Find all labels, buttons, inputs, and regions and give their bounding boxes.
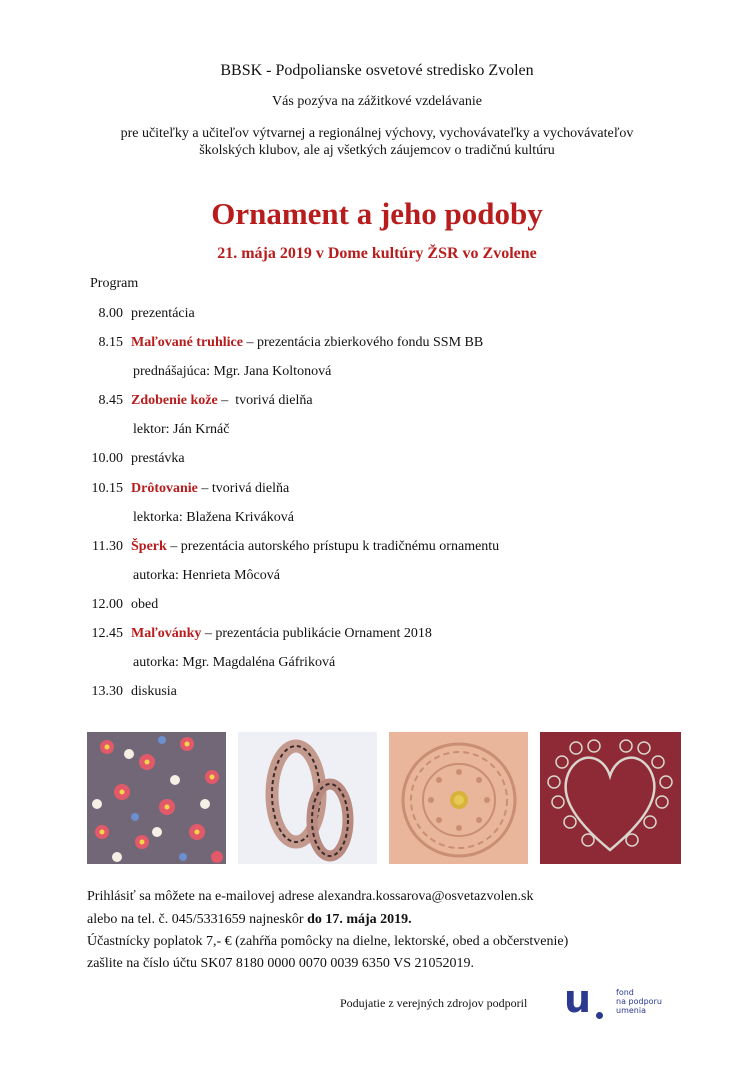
program-speaker: prednášajúca: Mgr. Jana Koltonová	[133, 364, 332, 379]
program-time: 12.45	[91, 626, 123, 641]
painted-flowers-image	[87, 732, 226, 864]
leather-ornament-image	[389, 732, 528, 864]
program-label: Program	[90, 276, 139, 291]
program-time: 11.30	[92, 539, 123, 554]
program-text: obed	[131, 597, 159, 612]
program-text: prestávka	[131, 451, 185, 466]
wire-heart-image	[540, 732, 681, 864]
program-time: 8.45	[98, 393, 123, 408]
rings-image	[238, 732, 377, 864]
sponsor-text: Podujatie z verejných zdrojov podporil	[340, 996, 528, 1010]
logo-line-2: na podporu	[616, 997, 662, 1006]
program-speaker: autorka: Henrieta Môcová	[133, 568, 280, 583]
program-highlight: Maľované truhlice	[131, 335, 243, 350]
program-text: prezentácia	[131, 306, 195, 321]
audience-line-2: školských klubov, ale aj všetkých záujemcov o tradičnú kultúru	[199, 143, 555, 158]
program-time: 8.00	[98, 306, 123, 321]
program-text: diskusia	[131, 684, 177, 699]
logo-text	[616, 988, 662, 1015]
logo-letter: u	[564, 977, 592, 1021]
registration-fee: Účastnícky poplatok 7,- € (zahŕňa pomôcky na dielne, lektorské, obed a občerstvenie)	[87, 934, 569, 949]
program-text: – prezentácia publikácie Ornament 2018	[201, 626, 432, 641]
fpu-logo	[560, 977, 680, 1026]
invitation-line: Vás pozýva na zážitkové vzdelávanie	[272, 94, 482, 109]
program-speaker: lektor: Ján Krnáč	[133, 422, 230, 437]
registration-phone	[87, 912, 412, 928]
registration-phone-text: alebo na tel. č. 045/5331659 najneskôr	[87, 912, 308, 927]
program-time: 10.15	[91, 481, 123, 496]
program-text: – tvorivá dielňa	[217, 393, 313, 408]
program-time: 12.00	[91, 597, 123, 612]
program-time: 13.30	[91, 684, 123, 699]
logo-dot-icon	[596, 1012, 603, 1019]
program-time: 10.00	[91, 451, 123, 466]
audience-line-1: pre učiteľky a učiteľov výtvarnej a regionálnej výchovy, vychovávateľky a vychovávateľov	[120, 126, 634, 141]
program-highlight: Drôtovanie	[131, 481, 198, 496]
program-speaker: autorka: Mgr. Magdaléna Gáfriková	[133, 655, 336, 670]
program-time: 8.15	[98, 335, 123, 350]
audience-text	[0, 125, 754, 159]
logo-line-3: umenia	[616, 1006, 646, 1015]
program-speaker: lektorka: Blažena Kriváková	[133, 510, 294, 525]
program-text: – tvorivá dielňa	[197, 481, 290, 496]
program-text: – prezentácia autorského prístupu k tradičnému ornamentu	[166, 539, 500, 554]
program-highlight: Zdobenie kože	[131, 393, 218, 408]
event-date-place: 21. mája 2019 v Dome kultúry ŽSR vo Zvolene	[217, 245, 537, 262]
registration-email: Prihlásiť sa môžete na e-mailovej adrese alexandra.kossarova@osvetazvolen.sk	[87, 889, 534, 904]
logo-line-1: fond	[616, 988, 634, 997]
photo-strip	[87, 732, 681, 864]
program-text: – prezentácia zbierkového fondu SSM BB	[242, 335, 484, 350]
registration-account: zašlite na číslo účtu SK07 8180 0000 0070 0039 6350 VS 21052019.	[87, 956, 475, 971]
program-highlight: Maľovánky	[131, 626, 202, 641]
registration-deadline: do 17. mája 2019.	[307, 912, 412, 927]
program-highlight: Šperk	[131, 539, 167, 554]
event-title: Ornament a jeho podoby	[211, 196, 543, 231]
organization-name: BBSK - Podpolianske osvetové stredisko Zvolen	[220, 62, 534, 79]
